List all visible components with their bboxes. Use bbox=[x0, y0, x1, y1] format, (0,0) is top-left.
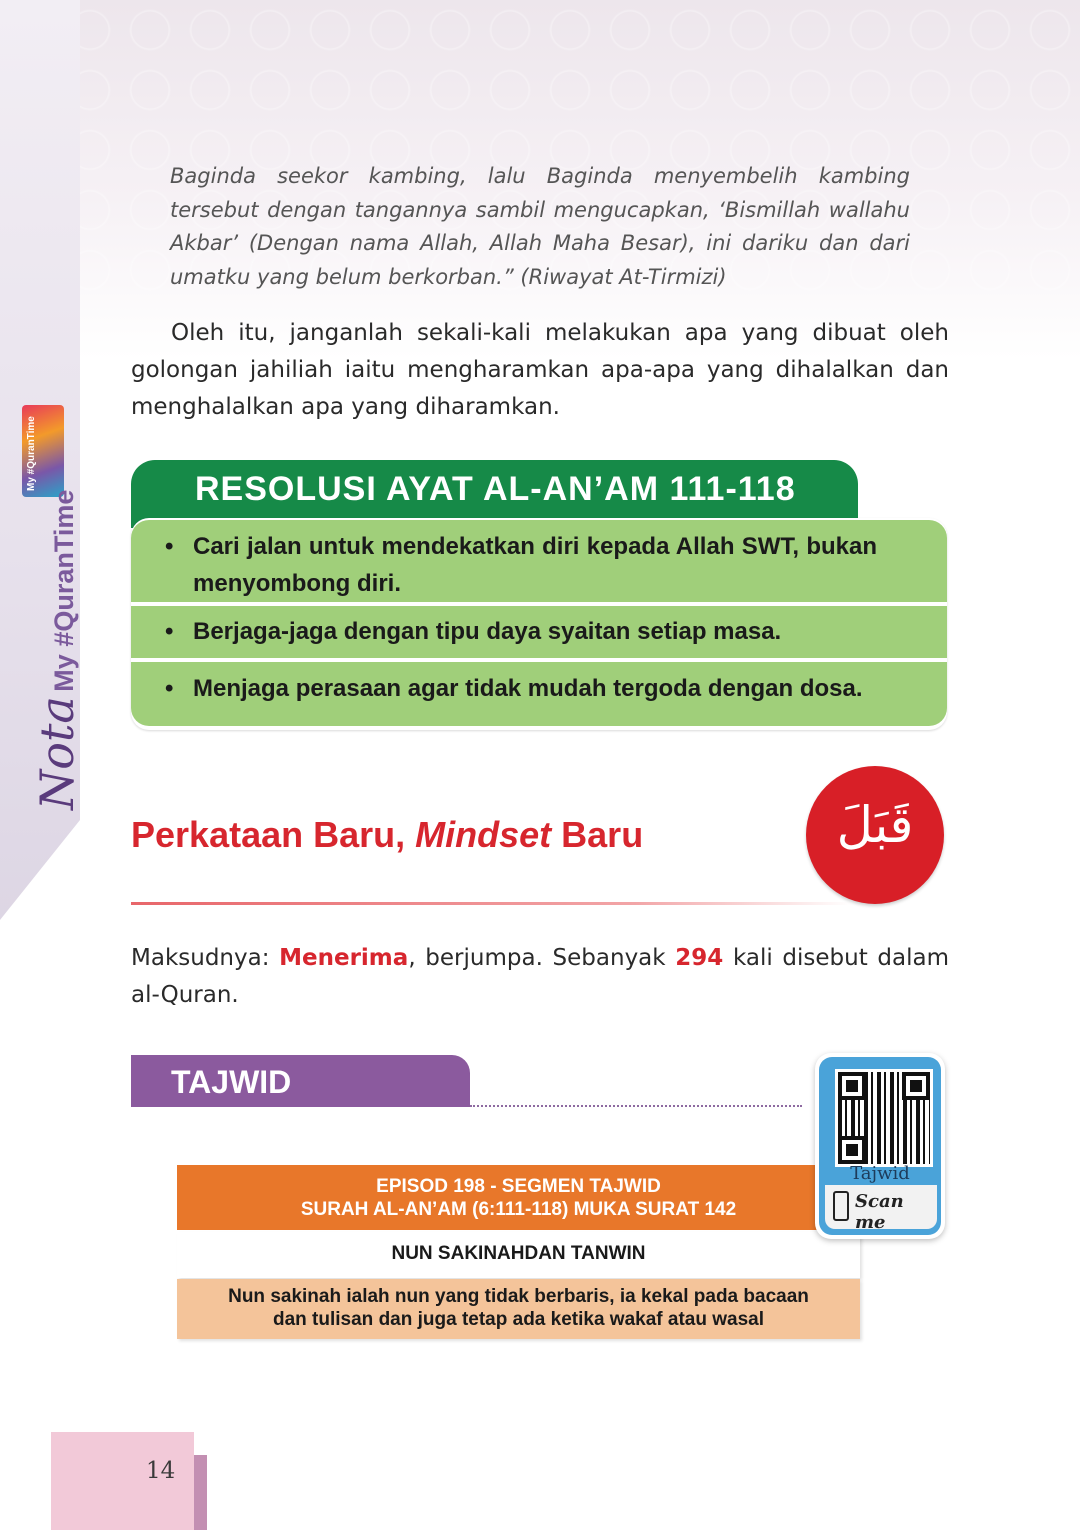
nun-definition-box bbox=[177, 1279, 860, 1339]
resolusi-title: RESOLUSI AYAT AL-AN’AM 111-118 bbox=[195, 470, 796, 508]
nun-title: NUN SAKINAHDAN TANWIN bbox=[391, 1243, 646, 1264]
meaning-end: kali disebut dalam al-Quran. bbox=[131, 945, 950, 1008]
side-title-rest: My #QuranTime bbox=[49, 489, 79, 692]
meaning-word: Menerima bbox=[279, 945, 409, 971]
qr-finder-icon bbox=[838, 1136, 866, 1164]
title-part-c: Baru bbox=[551, 814, 644, 855]
resolusi-item-text: Menjaga perasaan agar tidak mudah tergoda dengan dosa. bbox=[193, 675, 863, 702]
resolusi-item bbox=[131, 606, 947, 658]
arabic-word-badge bbox=[806, 766, 944, 904]
title-part-a: Perkataan Baru, bbox=[131, 814, 416, 855]
body-paragraph: Oleh itu, janganlah sekali-kali melakukan apa yang dibuat oleh golongan jahiliah iaitu mengharamkan apa-apa yang dihalalkan dan menghalalkan apa yang diharamkan. bbox=[131, 320, 949, 420]
scan-me-text: Scan me bbox=[855, 1191, 904, 1233]
episode-box bbox=[177, 1165, 860, 1230]
episode-line-2: SURAH AL-AN’AM (6:111-118) MUKA SURAT 142 bbox=[300, 1199, 737, 1220]
phone-icon bbox=[833, 1191, 849, 1221]
qr-finder-icon bbox=[902, 1072, 930, 1100]
meaning-mid: , berjumpa. Sebanyak bbox=[408, 945, 676, 971]
page-number: 14 bbox=[146, 1458, 176, 1484]
tajwid-header bbox=[131, 1055, 470, 1107]
section-divider bbox=[131, 902, 851, 905]
bullet-icon: • bbox=[165, 675, 174, 702]
dotted-rule bbox=[470, 1105, 802, 1107]
qr-card-inner bbox=[819, 1057, 941, 1235]
episode-line-1: EPISOD 198 - SEGMEN TAJWID bbox=[376, 1176, 661, 1197]
occurrence-count: 294 bbox=[675, 945, 724, 971]
arabic-word: قَبَلَ bbox=[836, 796, 914, 854]
resolusi-box bbox=[131, 518, 947, 730]
title-part-b: Mindset bbox=[415, 814, 552, 855]
word-meaning bbox=[131, 940, 949, 1014]
quran-time-logo bbox=[22, 405, 64, 497]
section-title bbox=[131, 814, 643, 856]
qr-finder-icon bbox=[838, 1072, 866, 1100]
qr-label: Tajwid bbox=[850, 1163, 910, 1184]
qr-scan-card[interactable] bbox=[815, 1053, 945, 1239]
nun-def-line-1: Nun sakinah ialah nun yang tidak berbaris, ia kekal pada bacaan bbox=[228, 1286, 809, 1307]
side-series-title bbox=[30, 490, 84, 810]
qr-code-icon bbox=[835, 1069, 933, 1167]
hadith-quote: Baginda seekor kambing, lalu Baginda menyembelih kambing tersebut dengan tangannya sambil mengucapkan, ‘Bismillah wallahu Akbar’ (Dengan nama Allah, Allah Maha Besar), ini dariku dan dari umatku yang belum berkorban.” (Riwayat At-Tirmizi) bbox=[170, 164, 910, 289]
resolusi-item-text: Berjaga-jaga dengan tipu daya syaitan setiap masa. bbox=[193, 618, 782, 645]
nun-title-box bbox=[177, 1232, 860, 1278]
nun-def-line-2: dan tulisan dan juga tetap ada ketika wakaf atau wasal bbox=[273, 1309, 764, 1330]
logo-text: My #QuranTime bbox=[26, 416, 37, 491]
side-title-script: Nota bbox=[30, 696, 84, 810]
resolusi-item bbox=[131, 662, 947, 726]
page-number-accent bbox=[194, 1455, 207, 1530]
tajwid-title: TAJWID bbox=[171, 1064, 292, 1100]
meaning-label: Maksudnya: bbox=[131, 945, 280, 971]
scan-me-strip bbox=[825, 1185, 937, 1233]
bullet-icon: • bbox=[165, 533, 174, 560]
resolusi-item-text: Cari jalan untuk mendekatkan diri kepada Allah SWT, bukan menyombong diri. bbox=[193, 533, 877, 597]
bullet-icon: • bbox=[165, 618, 174, 645]
resolusi-item bbox=[131, 520, 947, 602]
